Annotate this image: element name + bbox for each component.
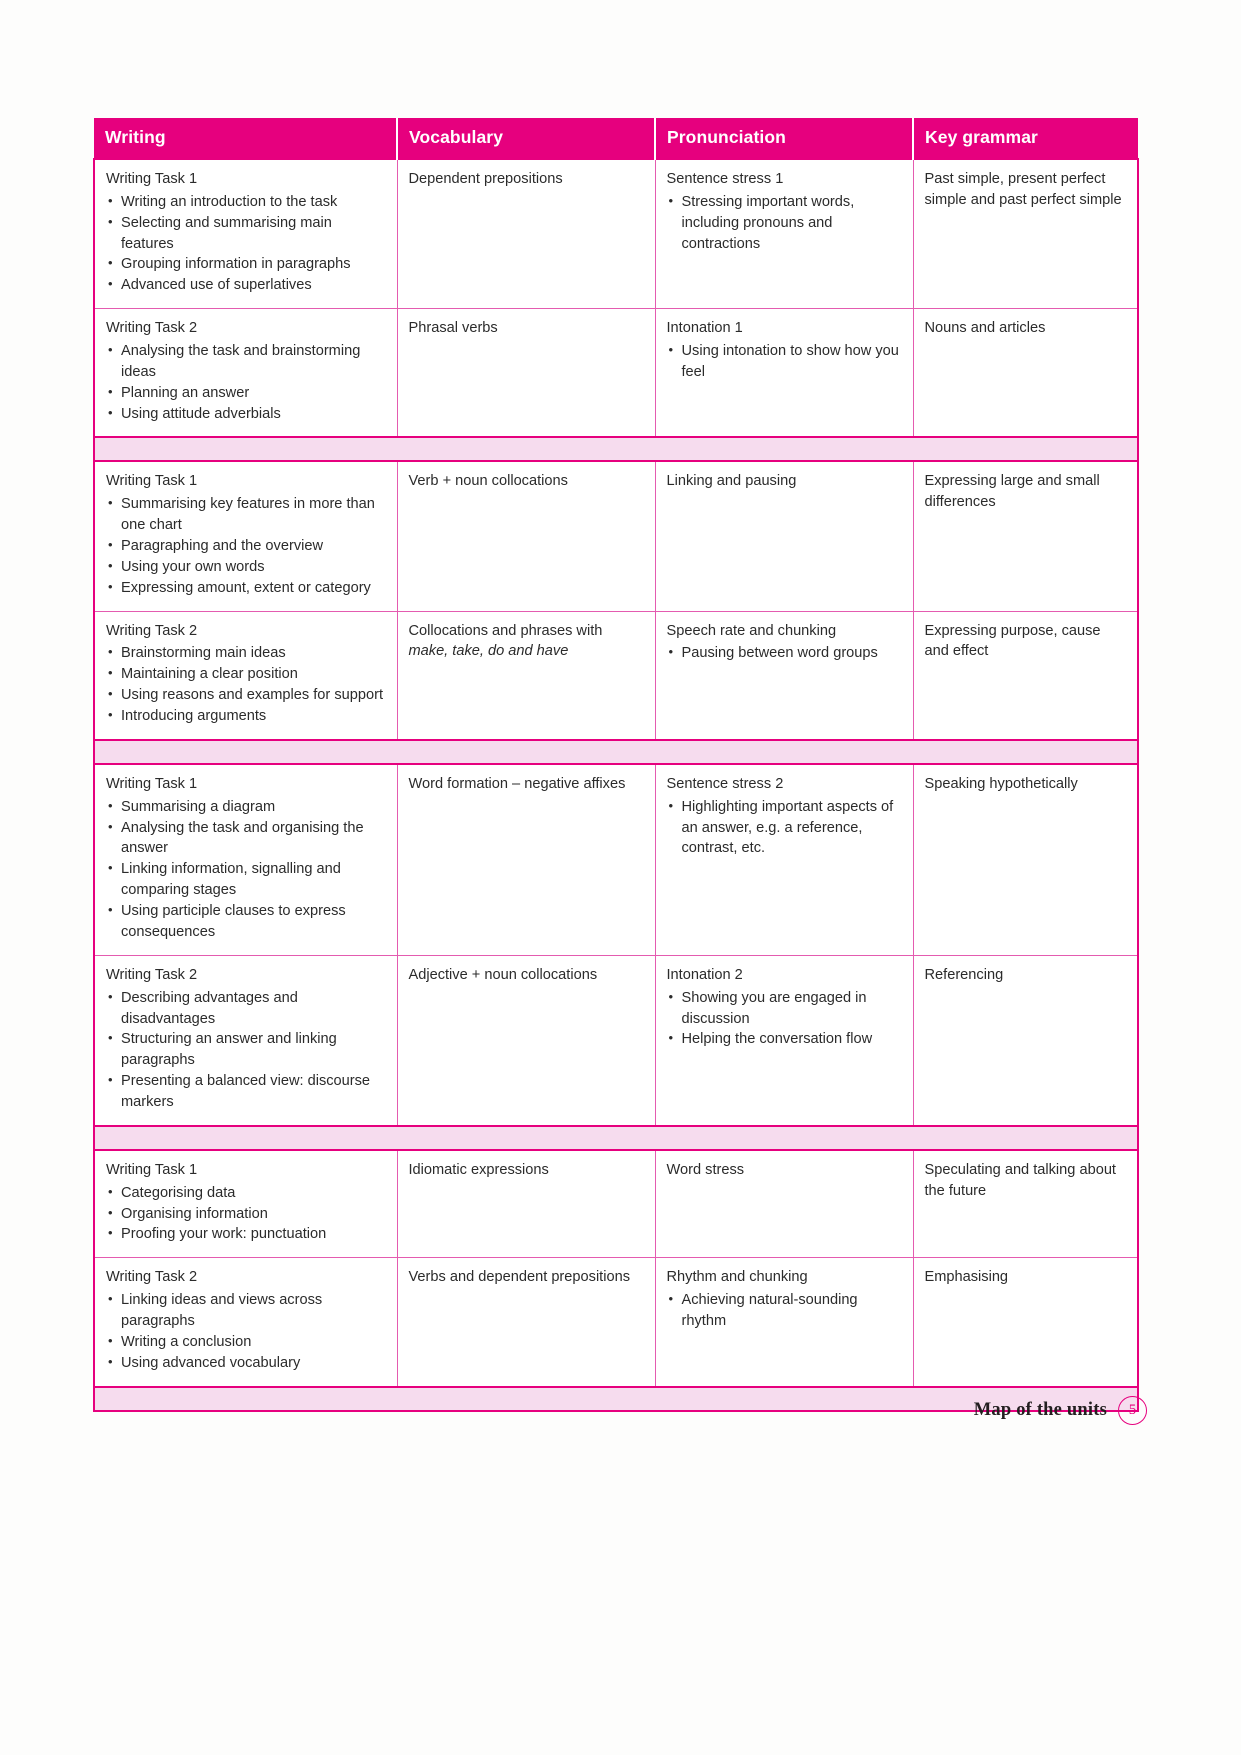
cell-title: Sentence stress 2 xyxy=(666,775,784,792)
bullet-item: • Using your own words xyxy=(106,557,386,578)
cell-writing xyxy=(94,461,397,611)
cell-writing xyxy=(94,159,397,309)
table-header-row xyxy=(94,118,1138,159)
cell-pronunciation xyxy=(655,309,913,438)
column-header-writing: Writing xyxy=(94,118,397,159)
cell-vocabulary xyxy=(397,611,655,740)
bullet-item: • Proofing your work: punctuation xyxy=(106,1224,386,1245)
cell-bullet-list xyxy=(667,341,902,383)
cell-title: Writing Task 1 xyxy=(106,1161,198,1178)
cell-title: Writing Task 1 xyxy=(106,473,198,490)
bullet-item: • Introducing arguments xyxy=(106,706,386,727)
cell-vocabulary xyxy=(397,461,655,611)
cell-key-grammar xyxy=(913,611,1138,740)
cell-vocabulary xyxy=(397,955,655,1126)
cell-key-grammar xyxy=(913,1150,1138,1258)
cell-title: Intonation 1 xyxy=(666,320,743,337)
cell-title: Expressing purpose, cause and effect xyxy=(924,622,1101,660)
cell-writing xyxy=(94,764,397,955)
bullet-item: • Linking ideas and views across paragraphs xyxy=(106,1290,386,1332)
footer-label: Map of the units xyxy=(973,1400,1107,1420)
bullet-item: • Summarising key features in more than one chart xyxy=(106,494,386,536)
bullet-item: • Using intonation to show how you feel xyxy=(667,341,902,383)
cell-key-grammar xyxy=(913,461,1138,611)
cell-title: Phrasal verbs xyxy=(408,320,498,337)
cell-key-grammar xyxy=(913,764,1138,955)
cell-bullet-list xyxy=(106,643,386,726)
cell-vocabulary xyxy=(397,1150,655,1258)
bullet-item: • Advanced use of superlatives xyxy=(106,275,386,296)
cell-pronunciation xyxy=(655,764,913,955)
table-header xyxy=(94,118,1138,159)
unit-separator-cell xyxy=(94,437,1138,461)
bullet-item: • Categorising data xyxy=(106,1183,386,1204)
unit-separator-band xyxy=(94,740,1138,764)
cell-key-grammar xyxy=(913,159,1138,309)
bullet-item: • Using reasons and examples for support xyxy=(106,685,386,706)
cell-bullet-list xyxy=(667,797,902,860)
cell-pronunciation xyxy=(655,1258,913,1387)
bullet-item: • Structuring an answer and linking paragraphs xyxy=(106,1029,386,1071)
bullet-item: • Using attitude adverbials xyxy=(106,404,386,425)
bullet-item: • Analysing the task and brainstorming ideas xyxy=(106,341,386,383)
cell-bullet-list xyxy=(106,192,386,296)
cell-bullet-list xyxy=(667,192,902,255)
cell-writing xyxy=(94,1258,397,1387)
bullet-item: • Planning an answer xyxy=(106,383,386,404)
cell-bullet-list xyxy=(106,494,386,598)
cell-pronunciation xyxy=(655,1150,913,1258)
cell-title: Dependent prepositions xyxy=(408,171,563,187)
cell-title: Writing Task 2 xyxy=(106,320,198,337)
cell-title: Word formation – negative affixes xyxy=(408,775,626,792)
cell-title: Sentence stress 1 xyxy=(666,171,784,187)
map-of-units-table xyxy=(93,118,1139,1412)
cell-title: Emphasising xyxy=(924,1269,1009,1286)
cell-key-grammar xyxy=(913,309,1138,438)
cell-title: Speech rate and chunking xyxy=(666,622,837,639)
table-body xyxy=(94,159,1138,1411)
bullet-item: • Expressing amount, extent or category xyxy=(106,578,386,599)
cell-pronunciation xyxy=(655,159,913,309)
cell-title: Referencing xyxy=(924,966,1004,983)
cell-pronunciation xyxy=(655,461,913,611)
table-row xyxy=(94,159,1138,309)
column-header-pronunciation: Pronunciation xyxy=(655,118,913,159)
cell-writing xyxy=(94,955,397,1126)
cell-title: Writing Task 2 xyxy=(106,622,198,639)
cell-title: Writing Task 1 xyxy=(106,775,198,792)
cell-vocabulary xyxy=(397,159,655,309)
cell-title-italic: make, take, do and have xyxy=(408,643,569,660)
cell-writing xyxy=(94,1150,397,1258)
cell-title: Writing Task 2 xyxy=(106,1269,198,1286)
table-row xyxy=(94,611,1138,740)
bullet-item: • Pausing between word groups xyxy=(667,643,902,664)
bullet-item: • Analysing the task and organising the answer xyxy=(106,818,386,860)
bullet-item: • Presenting a balanced view: discourse markers xyxy=(106,1071,386,1113)
table-row xyxy=(94,461,1138,611)
bullet-item: • Writing an introduction to the task xyxy=(106,192,386,213)
cell-key-grammar xyxy=(913,955,1138,1126)
cell-pronunciation xyxy=(655,955,913,1126)
cell-bullet-list xyxy=(106,341,386,424)
unit-separator-band xyxy=(94,437,1138,461)
table-row xyxy=(94,1150,1138,1258)
bullet-item: • Stressing important words, including pronouns and contractions xyxy=(667,192,902,255)
bullet-item: • Maintaining a clear position xyxy=(106,664,386,685)
cell-title: Verbs and dependent prepositions xyxy=(408,1269,631,1286)
table-row xyxy=(94,1258,1138,1387)
cell-writing xyxy=(94,309,397,438)
unit-separator-cell xyxy=(94,1126,1138,1150)
cell-title: Adjective + noun collocations xyxy=(408,966,598,983)
cell-title: Nouns and articles xyxy=(924,320,1046,337)
cell-title: Intonation 2 xyxy=(666,966,743,983)
bullet-item: • Selecting and summarising main features xyxy=(106,213,386,255)
table-row xyxy=(94,764,1138,955)
page-number-badge: 5 xyxy=(1118,1396,1147,1425)
cell-title: Speculating and talking about the future xyxy=(924,1161,1116,1199)
cell-bullet-list xyxy=(106,988,386,1113)
cell-bullet-list xyxy=(106,1183,386,1246)
table-row xyxy=(94,955,1138,1126)
cell-bullet-list xyxy=(106,797,386,943)
cell-vocabulary xyxy=(397,1258,655,1387)
bullet-item: • Using advanced vocabulary xyxy=(106,1353,386,1374)
cell-bullet-list xyxy=(667,1290,902,1332)
cell-title: Linking and pausing xyxy=(666,473,797,490)
bullet-item: • Describing advantages and disadvantages xyxy=(106,988,386,1030)
column-header-vocabulary: Vocabulary xyxy=(397,118,655,159)
bullet-item: • Helping the conversation flow xyxy=(667,1029,902,1050)
bullet-item: • Showing you are engaged in discussion xyxy=(667,988,902,1030)
cell-title: Collocations and phrases with make, take, do and have xyxy=(408,622,603,660)
bullet-item: • Grouping information in paragraphs xyxy=(106,254,386,275)
cell-title: Word stress xyxy=(666,1161,745,1178)
cell-title: Past simple, present perfect simple and past perfect simple xyxy=(924,171,1122,208)
cell-title: Writing Task 1 xyxy=(106,171,198,187)
unit-separator-cell xyxy=(94,740,1138,764)
cell-key-grammar xyxy=(913,1258,1138,1387)
cell-title: Rhythm and chunking xyxy=(666,1269,808,1286)
bullet-item: • Using participle clauses to express consequences xyxy=(106,901,386,943)
page-footer xyxy=(974,1396,1147,1425)
bullet-item: • Paragraphing and the overview xyxy=(106,536,386,557)
cell-title: Writing Task 2 xyxy=(106,966,198,983)
bullet-item: • Organising information xyxy=(106,1204,386,1225)
cell-title: Expressing large and small differences xyxy=(924,473,1100,511)
cell-bullet-list xyxy=(106,1290,386,1373)
cell-bullet-list xyxy=(667,643,902,664)
cell-vocabulary xyxy=(397,309,655,438)
bullet-item: • Highlighting important aspects of an answer, e.g. a reference, contrast, etc. xyxy=(667,797,902,860)
bullet-item: • Brainstorming main ideas xyxy=(106,643,386,664)
cell-title: Idiomatic expressions xyxy=(408,1161,549,1178)
unit-separator-band xyxy=(94,1126,1138,1150)
cell-title: Speaking hypothetically xyxy=(924,775,1078,792)
cell-writing xyxy=(94,611,397,740)
bullet-item: • Summarising a diagram xyxy=(106,797,386,818)
cell-bullet-list xyxy=(667,988,902,1051)
bullet-item: • Writing a conclusion xyxy=(106,1332,386,1353)
cell-pronunciation xyxy=(655,611,913,740)
column-header-key-grammar: Key grammar xyxy=(913,118,1138,159)
cell-vocabulary xyxy=(397,764,655,955)
bullet-item: • Achieving natural-sounding rhythm xyxy=(667,1290,902,1332)
table-row xyxy=(94,309,1138,438)
cell-title: Verb + noun collocations xyxy=(408,473,568,490)
bullet-item: • Linking information, signalling and comparing stages xyxy=(106,859,386,901)
